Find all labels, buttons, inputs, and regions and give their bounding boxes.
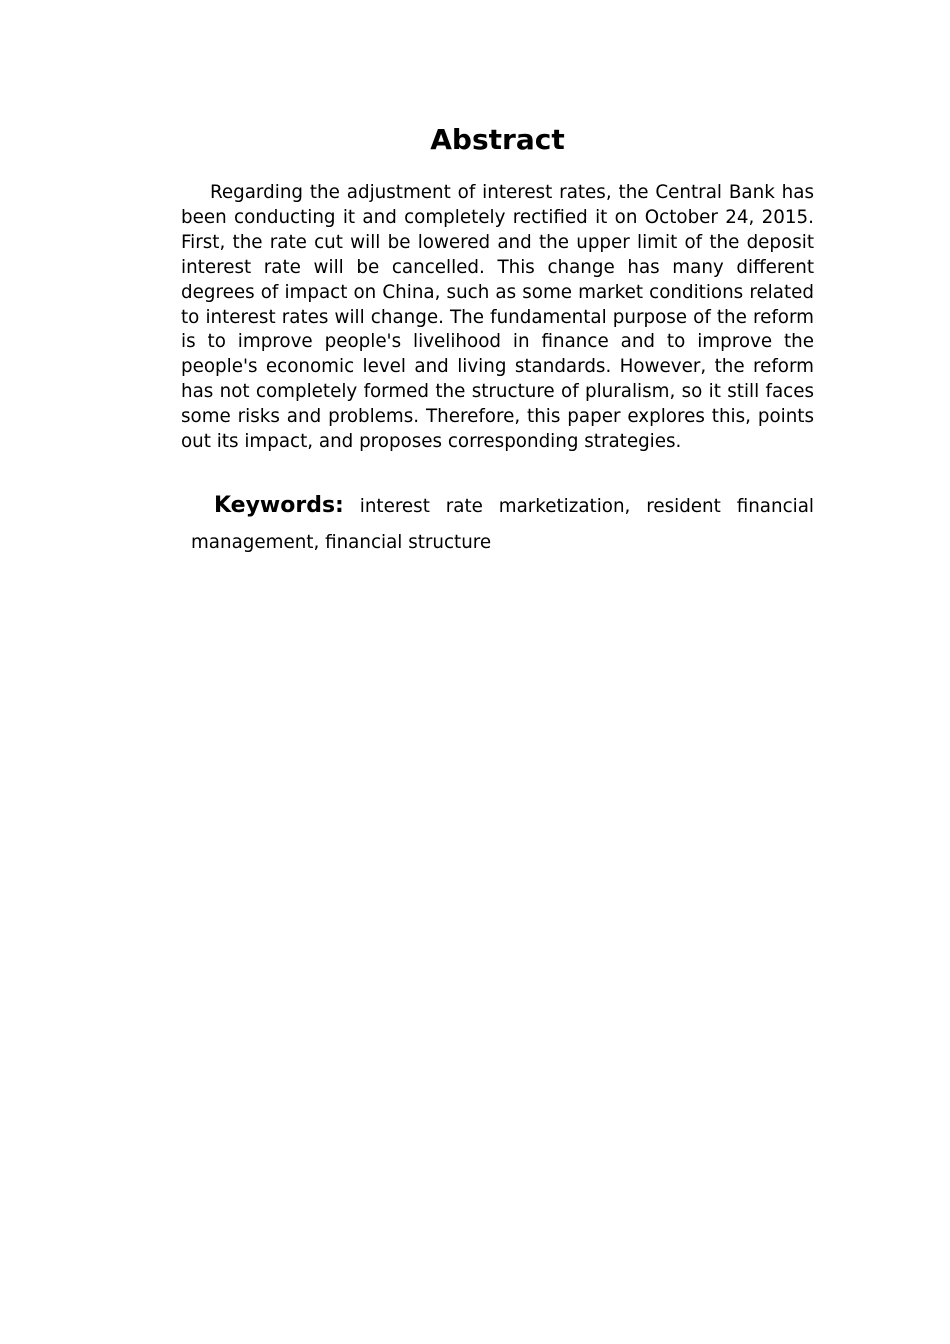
abstract-title: Abstract — [430, 123, 565, 156]
keywords-paragraph — [191, 488, 814, 561]
abstract-paragraph: Regarding the adjustment of interest rates, the Central Bank has been conducting it and completely rectified it on October 24, 2015. First, the rate cut will be lowered and the upper limit of the deposit interest rate will be cancelled. This change has many different degrees of impact on China, such as some market conditions related to interest rates will change. The fundamental purpose of the reform is to improve people's livelihood in finance and to improve the people's economic level and living standards. However, the reform has not completely formed the structure of pluralism, so it still faces some risks and problems. Therefore, this paper explores this, points out its impact, and proposes corresponding strategies. — [181, 182, 814, 453]
keywords-label: Keywords: — [214, 493, 344, 518]
keywords-list: interest rate marketization, resident financial management, financial structure — [191, 496, 814, 553]
